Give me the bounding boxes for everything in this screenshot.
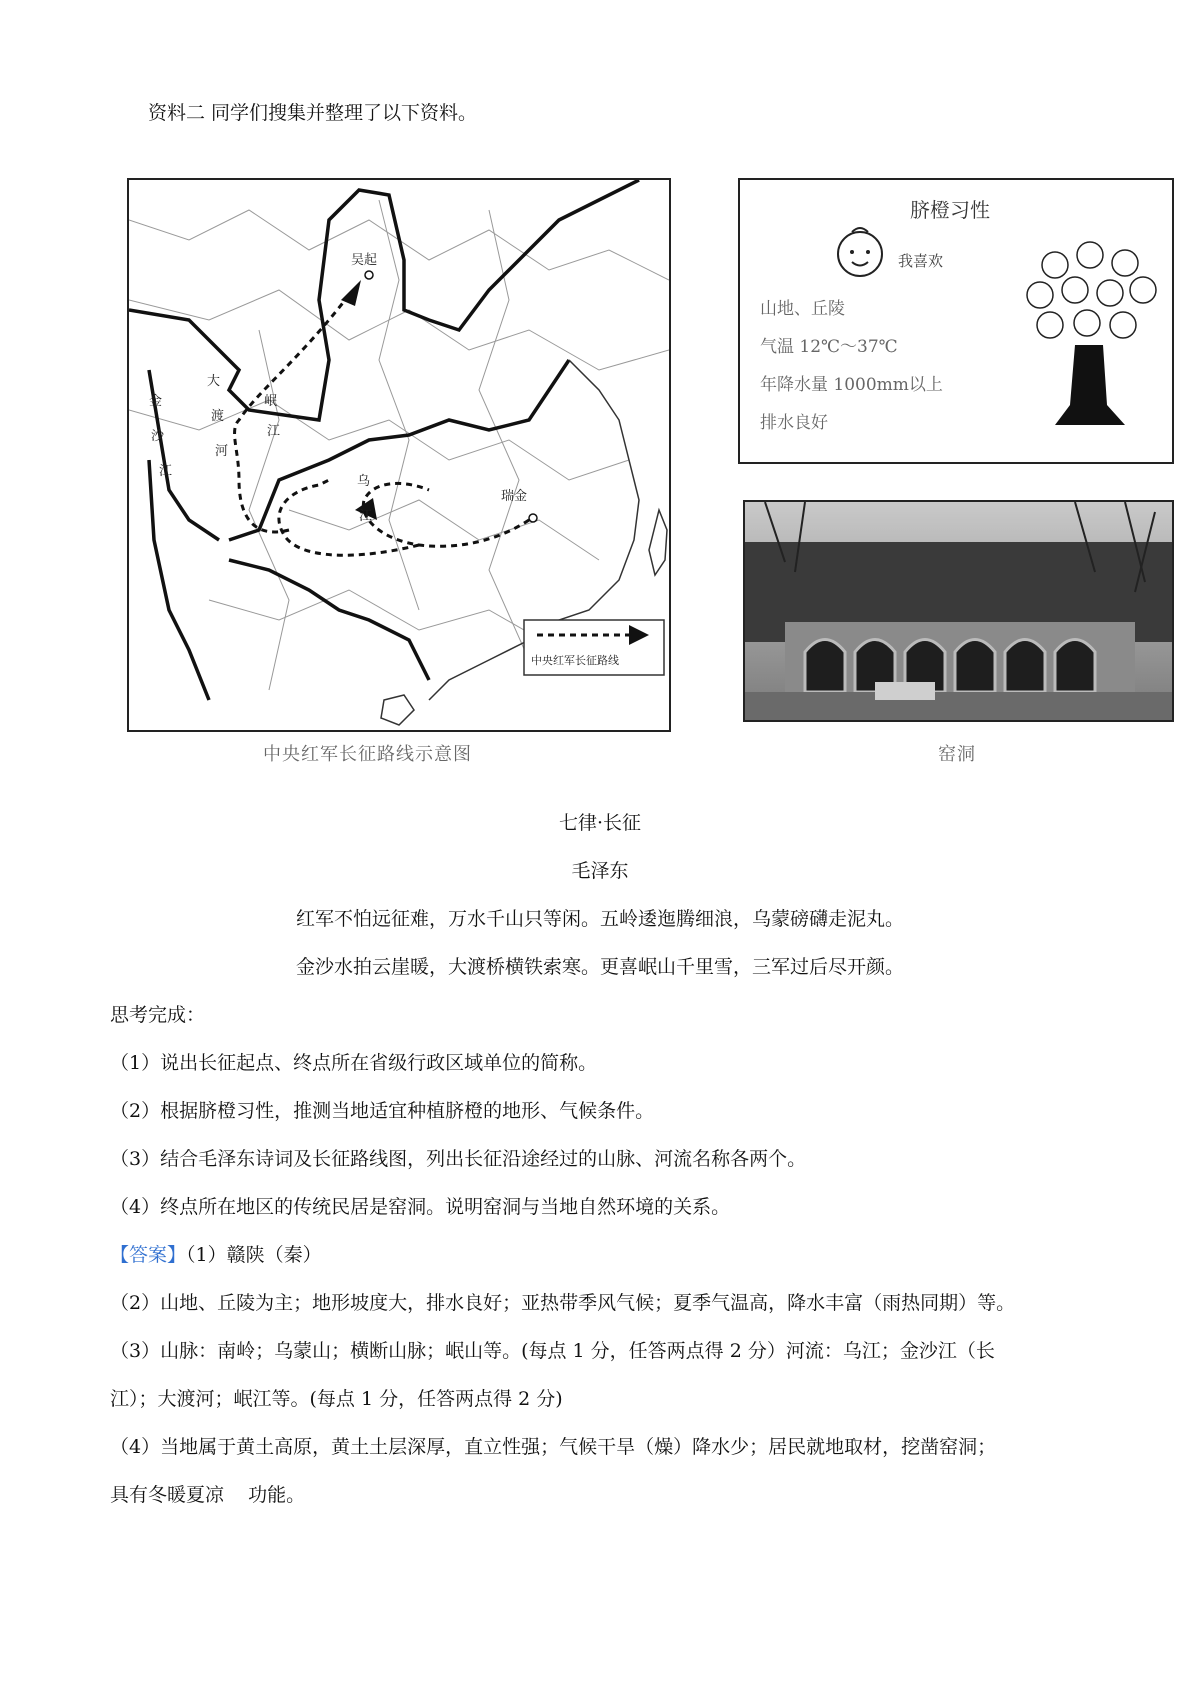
answer-2: （2）山地、丘陵为主；地形坡度大，排水良好；亚热带季风气候；夏季气温高，降水丰富（雨热同期）等。	[110, 1292, 1016, 1314]
question-3: （3）结合毛泽东诗词及长征路线图，列出长征沿途经过的山脉、河流名称各两个。	[110, 1148, 807, 1170]
poem-author: 毛泽东	[571, 860, 629, 882]
map-legend	[524, 620, 664, 675]
answer-3-line-2: 江）；大渡河；岷江等。(每点 1 分，任答两点得 2 分)	[110, 1388, 563, 1410]
start-point-marker	[529, 514, 537, 522]
question-4: （4）终点所在地区的传统民居是窑洞。说明窑洞与当地自然环境的关系。	[110, 1196, 731, 1218]
orange-habit-item: 年降水量 1000mm以上	[760, 375, 943, 395]
province-lines	[129, 200, 669, 690]
mascot-speech: 我喜欢	[898, 252, 944, 270]
intro-text: 资料二 同学们搜集并整理了以下资料。	[148, 102, 478, 124]
river-dadu-3: 河	[215, 444, 229, 459]
river-min-2: 江	[267, 424, 281, 439]
answer-4-line-2: 具有冬暖夏凉 功能。	[110, 1484, 306, 1506]
orange-tree-icon	[1015, 235, 1165, 435]
legend-label: 中央红军长征路线	[531, 654, 619, 667]
river-jinsha-1: 金	[149, 394, 163, 409]
question-2: （2）根据脐橙习性，推测当地适宜种植脐橙的地形、气候条件。	[110, 1100, 655, 1122]
river-dadu-1: 大	[207, 374, 221, 389]
question-1: （1）说出长征起点、终点所在省级行政区域单位的简称。	[110, 1052, 598, 1074]
answer-1-line	[110, 1242, 322, 1268]
label-ruijin: 瑞金	[501, 489, 528, 504]
orange-habit-item: 气温 12℃～37℃	[760, 337, 898, 357]
answer-4-line-1: （4）当地属于黄土高原，黄土土层深厚，直立性强；气候干旱（燥）降水少；居民就地取材，挖凿窑洞；	[110, 1436, 997, 1458]
cave-caption: 窑洞	[938, 744, 976, 765]
cave-photo-svg	[745, 502, 1172, 720]
map-svg	[129, 180, 669, 730]
river-wu-1: 乌	[357, 474, 371, 489]
cave-dwelling-photo	[743, 500, 1174, 722]
river-min-1: 岷	[264, 394, 278, 409]
poem-title: 七律·长征	[558, 812, 642, 834]
route-arrow-end	[341, 280, 361, 306]
end-point-marker	[365, 271, 373, 279]
navel-orange-card	[738, 178, 1174, 464]
poem-line-1: 红军不怕远征难，万水千山只等闲。五岭逶迤腾细浪，乌蒙磅礴走泥丸。	[295, 908, 904, 930]
map-caption: 中央红军长征路线示意图	[263, 744, 472, 765]
hainan-island	[381, 695, 414, 725]
questions-lead: 思考完成：	[110, 1004, 206, 1026]
answer-tag: 【答案】	[110, 1244, 187, 1266]
answer-1: （1）赣陕（秦）	[186, 1244, 322, 1266]
orange-habit-item: 山地、丘陵	[760, 299, 845, 319]
river-jinsha-2: 沙	[151, 429, 165, 444]
river-wu-2: 江	[359, 509, 373, 524]
orange-mascot-icon	[832, 222, 892, 282]
taiwan-island	[649, 510, 667, 575]
river-jinsha-3: 江	[159, 464, 173, 479]
river-dadu-2: 渡	[211, 409, 225, 424]
long-march-map	[127, 178, 671, 732]
orange-title: 脐橙习性	[910, 198, 990, 222]
orange-habit-item: 排水良好	[760, 413, 828, 433]
label-wuqi: 吴起	[351, 253, 378, 268]
answer-3-line-1: （3）山脉：南岭；乌蒙山；横断山脉；岷山等。(每点 1 分，任答两点得 2 分）河流：乌江；金沙江（长	[110, 1340, 995, 1362]
orange-habit-list	[760, 290, 943, 442]
poem-line-2: 金沙水拍云崖暖，大渡桥横铁索寒。更喜岷山千里雪，三军过后尽开颜。	[295, 956, 904, 978]
